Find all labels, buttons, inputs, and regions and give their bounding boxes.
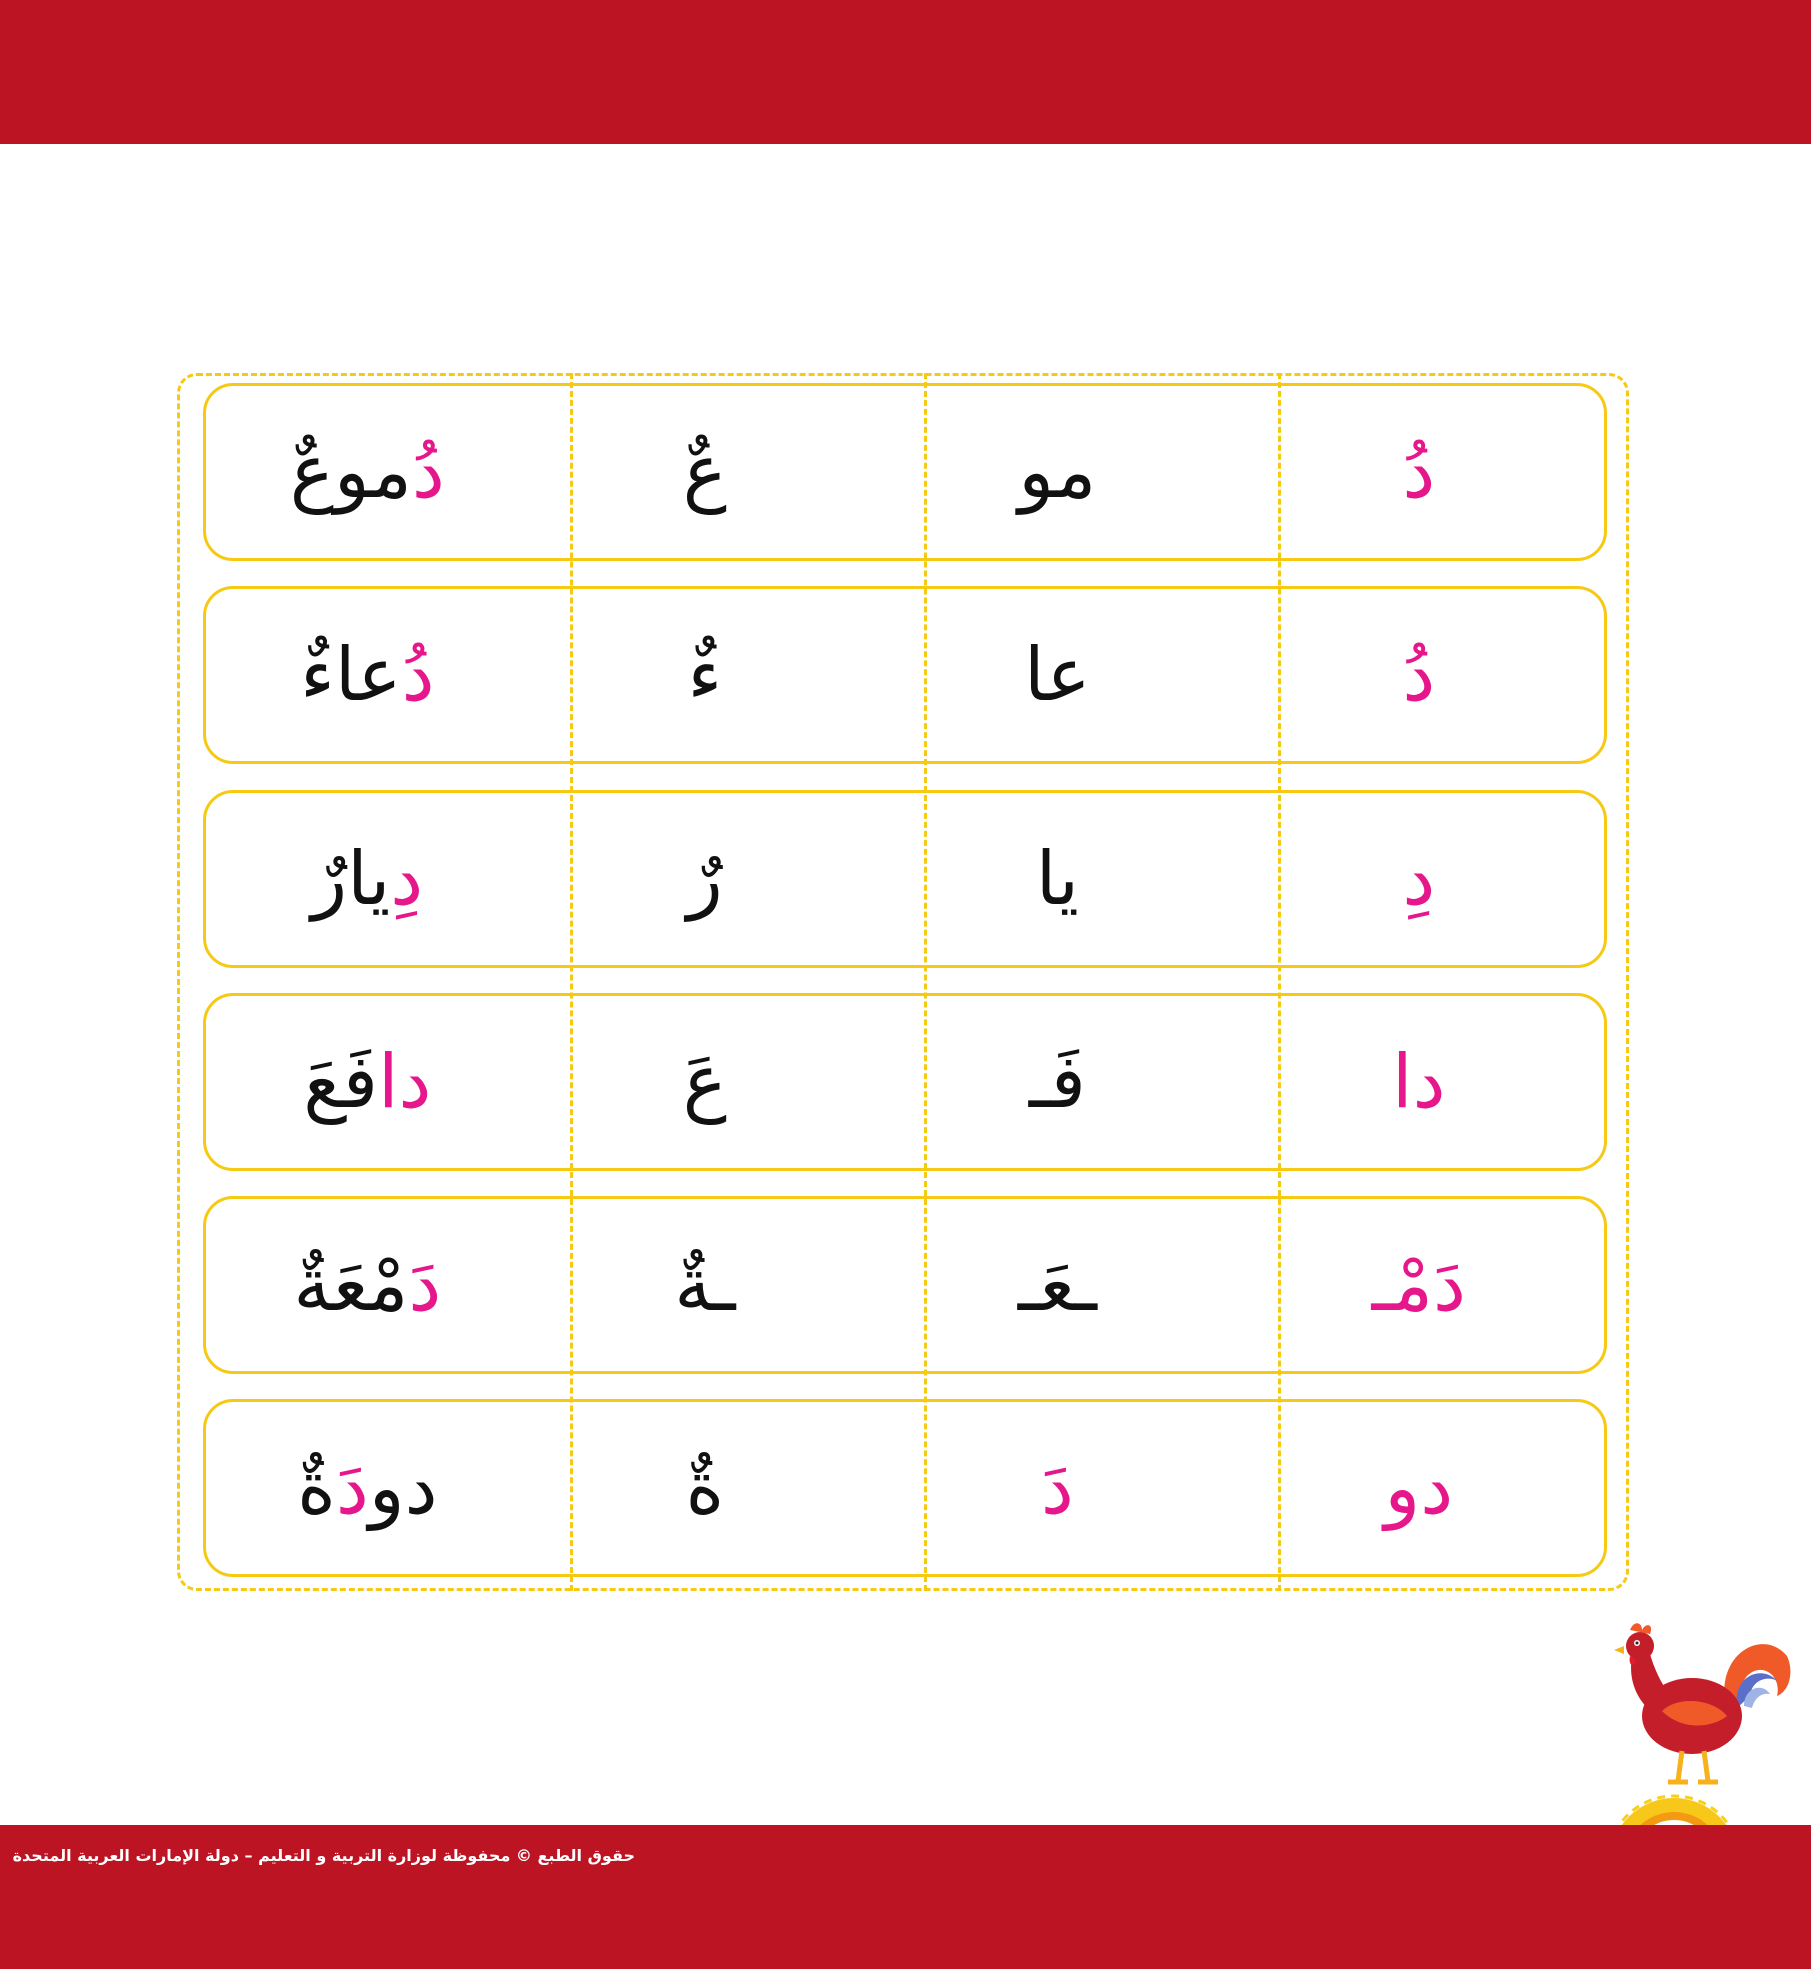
syllable-row-2 [203,586,1607,764]
syllable-2: ـعَـ [1017,1242,1097,1328]
syllable-2: دَ [1040,1445,1074,1531]
syllable-3: عٌ [682,429,727,515]
syllable-row-5 [203,1196,1607,1374]
syllable-1: دُ [1402,632,1436,718]
syllable-3: ءٌ [687,632,723,718]
syllable-row-1 [203,383,1607,561]
rooster-icon [1612,1616,1794,1791]
full-word: دُ موعٌ [289,429,445,515]
full-word: دُ عاءٌ [300,632,435,718]
syllable-3: ـةٌ [674,1242,736,1328]
copyright-text: حقوق الطبع © محفوظة لوزارة التربية و التعليم – دولة الإمارات العربية المتحدة [12,1846,635,1865]
syllable-row-4 [203,993,1607,1171]
syllable-2: مو [1018,429,1097,515]
syllable-1: دِ [1402,836,1436,922]
syllable-1: دَمْـ [1371,1242,1466,1328]
syllable-row-6 [203,1399,1607,1577]
syllable-2: يا [1035,836,1079,922]
full-word: دا فَعَ [303,1039,432,1125]
full-word: دِ يارٌ [311,836,424,922]
syllable-3: ةٌ [685,1445,725,1531]
top-banner [0,0,1811,144]
syllable-2: عا [1024,632,1091,718]
syllable-1: دا [1392,1039,1446,1125]
syllable-3: رٌ [687,836,723,922]
syllable-1: دو [1384,1445,1454,1531]
syllable-1: دُ [1402,429,1436,515]
syllable-2: فَـ [1028,1039,1086,1125]
full-word: دو دَ ةٌ [297,1445,438,1531]
syllable-3: عَ [682,1039,727,1125]
full-word: دَ مْعَةٌ [293,1242,442,1328]
syllable-row-3 [203,790,1607,968]
